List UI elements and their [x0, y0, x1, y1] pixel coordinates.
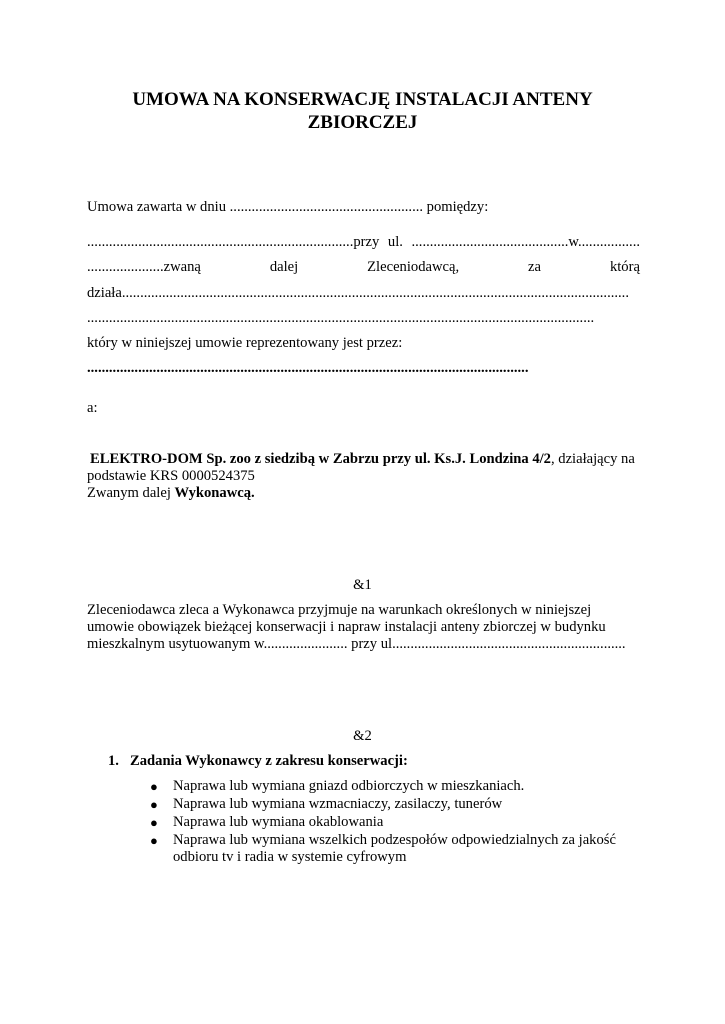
document-title-line-2: ZBIORCZEJ [307, 112, 418, 133]
intro-client-line [87, 259, 640, 276]
intro-acts-line: działa........................................................................................................................................... [87, 285, 629, 301]
bullet-item-3: Naprawa lub wymiana okablowania [173, 814, 384, 830]
intro-representative-blank: ......................................................................................................................... [87, 360, 529, 376]
intro-client-word-3: Zleceniodawcą, [367, 259, 460, 275]
bullet-item-2: Naprawa lub wymiana wzmacniaczy, zasilaczy, tunerów [173, 796, 503, 812]
section-1-line-2: umowie obowiązek bieżącej konserwacji i napraw instalacji anteny zbiorczej w budynku [87, 619, 606, 635]
bullet-item-4-continuation: odbioru tv i radia w systemie cyfrowym [173, 849, 407, 865]
bullet-icon: ● [150, 833, 158, 848]
document-title-line-1: UMOWA NA KONSERWACJĘ INSTALACJI ANTENY [132, 89, 593, 110]
section-2-item-number: 1. [108, 753, 119, 769]
intro-client-word-5: którą [609, 259, 640, 275]
contractor-line-1 [90, 451, 635, 468]
bullet-icon: ● [150, 797, 158, 812]
intro-date-line: Umowa zawarta w dniu ..................................................... pomiędzy: [87, 199, 489, 215]
contractor-alias-prefix: Zwanym dalej [87, 485, 175, 501]
intro-client-word-2: dalej [269, 259, 299, 275]
section-2-heading: &2 [353, 728, 372, 744]
intro-street-label: ul. [387, 234, 403, 250]
contractor-alias-line [87, 485, 255, 502]
contractor-name-suffix: , działający na [550, 451, 635, 467]
contractor-krs: podstawie KRS 0000524375 [87, 468, 255, 484]
intro-client-word-1: .....................zwaną [87, 259, 201, 275]
contractor-name: ELEKTRO-DOM Sp. zoo z siedzibą w Zabrzu przy ul. Ks.J. Londzina 4/2 [90, 451, 551, 467]
bullet-item-1: Naprawa lub wymiana gniazd odbiorczych w mieszkaniach. [173, 778, 525, 794]
intro-and-label: a: [87, 400, 98, 416]
intro-blank-line: ........................................................................................................................................... [87, 310, 595, 326]
contractor-alias: Wykonawcą. [174, 485, 255, 501]
section-2-item-title: Zadania Wykonawcy z zakresu konserwacji: [130, 753, 408, 769]
bullet-icon: ● [150, 815, 158, 830]
section-1-heading: &1 [353, 577, 372, 593]
intro-client-word-4: za [528, 259, 542, 275]
intro-street-blank: ...........................................w................. [411, 234, 640, 250]
intro-representative-label: który w niniejszej umowie reprezentowany jest przez: [87, 335, 403, 351]
bullet-item-4: Naprawa lub wymiana wszelkich podzespołów odpowiedzialnych za jakość [173, 832, 616, 848]
section-1-line-3: mieszkalnym usytuowanym w....................... przy ul................................................................ [87, 636, 626, 652]
intro-party-line [87, 234, 640, 251]
bullet-icon: ● [150, 779, 158, 794]
intro-party-name-blank: .........................................................................przy [87, 234, 380, 250]
section-1-line-1: Zleceniodawca zleca a Wykonawca przyjmuje na warunkach określonych w niniejszej [87, 602, 592, 618]
